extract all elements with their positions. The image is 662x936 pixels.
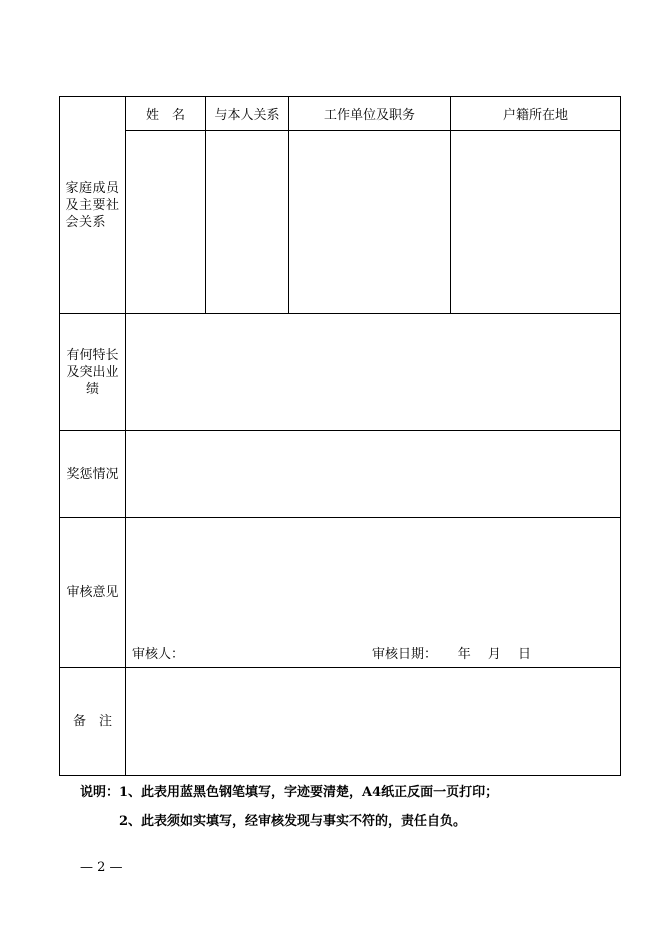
workplace-column-header: 工作单位及职务 (289, 97, 451, 131)
instruction-note-2: 2、此表须如实填写，经审核发现与事实不符的，责任自负。 (80, 814, 467, 829)
hukou-column-header: 户籍所在地 (451, 97, 621, 131)
family-workplace-cell[interactable] (289, 131, 451, 314)
review-opinion-label: 审核意见 (60, 518, 126, 668)
review-opinion-field[interactable] (126, 518, 621, 668)
specialty-field[interactable] (126, 314, 621, 431)
review-date-label: 审核日期： (372, 646, 438, 662)
review-opinion-area (126, 519, 620, 667)
family-relation-cell[interactable] (206, 131, 289, 314)
remarks-label: 备 注 (60, 668, 126, 776)
reviewer-label: 审核人： (132, 646, 185, 662)
registration-form-table (59, 96, 621, 776)
review-date-line (372, 643, 531, 662)
awards-label: 奖惩情况 (60, 431, 126, 518)
review-date-units: 年 月 日 (457, 646, 531, 662)
awards-field[interactable] (126, 431, 621, 518)
specialty-label: 有何特长及突出业绩 (60, 314, 126, 431)
family-relations-label: 家庭成员及主要社会关系 (60, 97, 126, 314)
relation-column-header: 与本人关系 (206, 97, 289, 131)
instruction-note-1: 说明：1、此表用蓝黑色钢笔填写，字迹要清楚，A4纸正反面一页打印； (80, 785, 499, 800)
name-column-header: 姓 名 (126, 97, 206, 131)
family-name-cell[interactable] (126, 131, 206, 314)
page-number: — 2 — (80, 860, 123, 875)
remarks-field[interactable] (126, 668, 621, 776)
family-hukou-cell[interactable] (451, 131, 621, 314)
